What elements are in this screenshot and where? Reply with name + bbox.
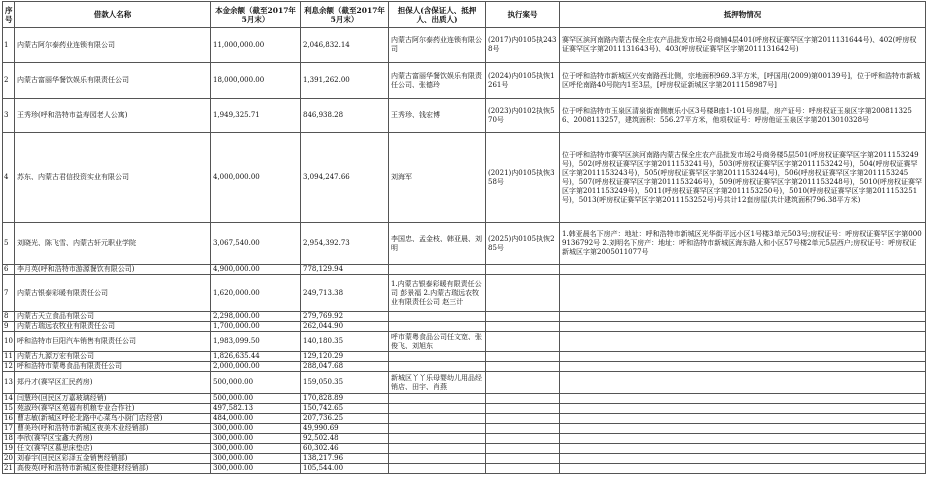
- cell-case-no: [486, 275, 560, 312]
- table-row: [3, 352, 926, 362]
- cell-name: 内蒙古九源万宏有限公司: [15, 352, 211, 362]
- cell-interest: 279,769.92: [301, 312, 389, 322]
- cell-interest: 60,302.46: [301, 444, 389, 454]
- cell-no: 1: [3, 28, 15, 63]
- cell-case-no: [486, 434, 560, 444]
- cell-name: 李欣(赛罕区宝鑫大药房): [15, 434, 211, 444]
- cell-name: 内蒙古富丽华餐饮娱乐有限责任公司: [15, 63, 211, 99]
- table-row: [3, 414, 926, 424]
- table-row: [3, 434, 926, 444]
- header-collateral: 抵押物情况: [560, 2, 926, 28]
- cell-guarantor: [389, 352, 486, 362]
- cell-case-no: (2023)内0102执恢570号: [486, 99, 560, 133]
- cell-guarantor: [389, 444, 486, 454]
- cell-name: 郑丹才(赛罕区汇民药房): [15, 372, 211, 394]
- cell-principal: 4,900,000.00: [211, 265, 301, 275]
- cell-interest: 3,094,247.66: [301, 133, 389, 223]
- table-row: [3, 312, 926, 322]
- header-guarantor: 担保人(含保证人、抵押人、出质人): [389, 2, 486, 28]
- cell-no: 20: [4, 454, 13, 462]
- cell-no: 11: [4, 352, 13, 360]
- table-row: [3, 362, 926, 372]
- cell-case-no: [486, 312, 560, 322]
- cell-case-no: (2025)内0105执恢285号: [486, 223, 560, 265]
- cell-case-no: [486, 414, 560, 424]
- cell-no: 10: [3, 332, 15, 352]
- cell-case-no: [486, 322, 560, 332]
- cell-name: 闫慧玲(回民区万嘉玻璃经销): [15, 394, 211, 404]
- cell-principal: 2,000,000.00: [211, 362, 301, 372]
- cell-principal: 300,000.00: [211, 454, 301, 464]
- cell-name: 任文(赛罕区慕思床垫店): [15, 444, 211, 454]
- cell-name: 苏东、内蒙古君信投资实业有限公司: [15, 133, 211, 223]
- table-row: [3, 275, 926, 312]
- cell-case-no: [486, 464, 560, 474]
- cell-no: 3: [3, 99, 15, 133]
- table-row: [3, 28, 926, 63]
- cell-case-no: [486, 265, 560, 275]
- cell-collateral: [560, 424, 926, 434]
- cell-case-no: [486, 404, 560, 414]
- table-row: [3, 63, 926, 99]
- cell-guarantor: 王秀珍、钱宏博: [389, 99, 486, 133]
- cell-guarantor: [389, 414, 486, 424]
- cell-guarantor: [389, 424, 486, 434]
- cell-name: 内蒙古阿尔泰药业连锁有限公司: [15, 28, 211, 63]
- cell-no: 16: [4, 414, 13, 422]
- cell-collateral: [560, 414, 926, 424]
- cell-no: 17: [4, 424, 13, 432]
- cell-principal: 300,000.00: [211, 444, 301, 454]
- cell-name: 刘晓光、陈飞雪、内蒙古轩元职业学院: [15, 223, 211, 265]
- cell-interest: 159,050.35: [301, 372, 389, 394]
- table-row: [3, 404, 926, 414]
- cell-collateral: [560, 454, 926, 464]
- cell-case-no: [486, 362, 560, 372]
- cell-principal: 1,700,000.00: [211, 322, 301, 332]
- table-row: [3, 454, 926, 464]
- cell-case-no: [486, 424, 560, 434]
- cell-name: 王秀珍(呼和浩特市益寿园老人公寓): [15, 99, 211, 133]
- cell-collateral: [560, 372, 926, 394]
- cell-principal: 1,983,099.50: [211, 332, 301, 352]
- cell-case-no: [486, 394, 560, 404]
- header-no: 序号: [3, 2, 15, 28]
- cell-no: 15: [4, 404, 13, 412]
- cell-collateral: 1.韩亚晨名下房产：地址：呼和浩特市新城区光华街平远小区1号楼3单元503号;房权证号：呼房权证赛罕区字第0009136792号 2.刘明名下房产：地址：呼和浩特市新城区海东路人和小区57号楼2单元5层西户;房权证号：呼房权证新城区字第2005011077号: [560, 223, 926, 265]
- cell-name: 李月英(呼和浩特市游源餐饮有限公司): [15, 265, 211, 275]
- cell-case-no: [486, 444, 560, 454]
- table-body: [3, 28, 926, 474]
- cell-interest: 49,990.69: [301, 424, 389, 434]
- cell-guarantor: [389, 312, 486, 322]
- cell-interest: 2,046,832.14: [301, 28, 389, 63]
- cell-guarantor: [389, 265, 486, 275]
- cell-guarantor: 1.内蒙古银泰彩暖有限责任公司 彭景福 2.内蒙古瑞远农牧业有限责任公司 赵三计: [389, 275, 486, 312]
- header-case-no: 执行案号: [486, 2, 560, 28]
- cell-name: 内蒙古天立食品有限公司: [15, 312, 211, 322]
- table-row: [3, 265, 926, 275]
- cell-interest: 262,044.90: [301, 322, 389, 332]
- cell-principal: 1,949,325.71: [211, 99, 301, 133]
- cell-collateral: [560, 275, 926, 312]
- table-row: [3, 394, 926, 404]
- cell-no: 2: [3, 63, 15, 99]
- cell-interest: 207,736.25: [301, 414, 389, 424]
- cell-name: 呼和浩特市蒙粤食品有限责任公司: [15, 362, 211, 372]
- cell-guarantor: [389, 394, 486, 404]
- cell-guarantor: [389, 434, 486, 444]
- cell-guarantor: 呼市蒙粤食品公司任文宽、张俊飞、刘旭东: [389, 332, 486, 352]
- cell-guarantor: [389, 454, 486, 464]
- cell-guarantor: [389, 322, 486, 332]
- cell-interest: 138,217.96: [301, 454, 389, 464]
- cell-case-no: (2021)内0105执恢358号: [486, 133, 560, 223]
- cell-no: 19: [4, 444, 13, 452]
- cell-collateral: [560, 312, 926, 322]
- table-row: [3, 99, 926, 133]
- cell-collateral: [560, 434, 926, 444]
- header-row: [3, 2, 926, 28]
- cell-interest: 288,047.68: [301, 362, 389, 372]
- cell-principal: 18,000,000.00: [211, 63, 301, 99]
- cell-no: 14: [4, 394, 13, 402]
- cell-name: 曹美玲(呼和浩特市新城区夜美木业经销部): [15, 424, 211, 434]
- cell-no: 21: [4, 464, 13, 472]
- cell-principal: 500,000.00: [211, 394, 301, 404]
- cell-name: 内蒙古银泰彩暖有限责任公司: [15, 275, 211, 312]
- header-name: 借款人名称: [15, 2, 211, 28]
- cell-interest: 170,828.89: [301, 394, 389, 404]
- cell-interest: 92,502.48: [301, 434, 389, 444]
- cell-no: 5: [3, 223, 15, 265]
- table-row: [3, 223, 926, 265]
- cell-interest: 140,180.35: [301, 332, 389, 352]
- cell-guarantor: 刘海军: [389, 133, 486, 223]
- header-principal: 本金余额（截至2017年5月末）: [211, 2, 301, 28]
- cell-guarantor: 内蒙古富丽华餐饮娱乐有限责任公司、张德玲: [389, 63, 486, 99]
- cell-interest: 150,742.65: [301, 404, 389, 414]
- cell-collateral: 位于呼和浩特市新城区兴安南路西北侧，宗地面积969.3平方米，[呼国用(2009)第00139号]，位于呼和浩特市新城区呼伦南路40号院内1至3层，[呼房权证新城区字第2011158987号]: [560, 63, 926, 99]
- cell-name: 刘春宇(回民区彩泽五金销售经销部): [15, 454, 211, 464]
- table-row: [3, 322, 926, 332]
- cell-interest: 129,120.29: [301, 352, 389, 362]
- cell-collateral: [560, 332, 926, 352]
- cell-case-no: [486, 454, 560, 464]
- cell-case-no: (2024)内0105执恢1261号: [486, 63, 560, 99]
- cell-principal: 300,000.00: [211, 424, 301, 434]
- cell-interest: 1,391,262.00: [301, 63, 389, 99]
- cell-principal: 484,000.00: [211, 414, 301, 424]
- cell-principal: 300,000.00: [211, 434, 301, 444]
- cell-collateral: [560, 322, 926, 332]
- cell-name: 苑淑玲(赛罕区苑福有机粮专业合作社): [15, 404, 211, 414]
- cell-no: 6: [3, 265, 15, 275]
- cell-principal: 1,620,000.00: [211, 275, 301, 312]
- cell-case-no: [486, 332, 560, 352]
- cell-name: 高俊英(呼和浩特市新城区俊佳建材经销部): [15, 464, 211, 474]
- cell-collateral: [560, 362, 926, 372]
- cell-guarantor: 内蒙古阿尔泰药业连锁有限公司: [389, 28, 486, 63]
- cell-principal: 2,298,000.00: [211, 312, 301, 322]
- cell-interest: 778,129.94: [301, 265, 389, 275]
- cell-no: 9: [3, 322, 15, 332]
- table-row: [3, 332, 926, 352]
- cell-principal: 497,582.13: [211, 404, 301, 414]
- cell-no: 13: [3, 372, 15, 394]
- cell-name: 曹志敏(新城区呼伦北路中心菜鸟小厨门店经营): [15, 414, 211, 424]
- cell-principal: 500,000.00: [211, 372, 301, 394]
- cell-no: 7: [3, 275, 15, 312]
- cell-principal: 3,067,540.00: [211, 223, 301, 265]
- cell-name: 内蒙古瑞远农牧业有限责任公司: [15, 322, 211, 332]
- table-row: [3, 133, 926, 223]
- cell-no: 4: [3, 133, 15, 223]
- cell-no: 12: [4, 362, 13, 370]
- cell-collateral: [560, 464, 926, 474]
- cell-principal: 300,000.00: [211, 464, 301, 474]
- cell-collateral: 赛罕区滨河南路内蒙古保全庄农产品批发市场2号商铺4层401(呼房权证赛罕区字第2011131644号)、402(呼房权证赛罕区字第2011131643号)、403(呼房权证赛罕区字第2011131642号): [560, 28, 926, 63]
- cell-case-no: [486, 352, 560, 362]
- cell-principal: 1,826,635.44: [211, 352, 301, 362]
- cell-guarantor: [389, 464, 486, 474]
- cell-name: 呼和浩特市巨阳汽车销售有限责任公司: [15, 332, 211, 352]
- cell-no: 8: [3, 312, 15, 322]
- loan-table: [2, 1, 926, 474]
- cell-guarantor: [389, 404, 486, 414]
- cell-collateral: [560, 352, 926, 362]
- header-interest: 利息余额（截至2017年5月末）: [301, 2, 389, 28]
- cell-collateral: [560, 265, 926, 275]
- cell-case-no: [486, 372, 560, 394]
- cell-interest: 2,954,392.73: [301, 223, 389, 265]
- cell-collateral: [560, 404, 926, 414]
- cell-principal: 4,000,000.00: [211, 133, 301, 223]
- table-row: [3, 444, 926, 454]
- cell-interest: 105,544.00: [301, 464, 389, 474]
- cell-no: 18: [4, 434, 13, 442]
- cell-collateral: 位于呼和浩特市玉泉区清泉街南侧康乐小区3号楼B座1-101号房屋，房产证号：呼房权证玉泉区字第2008113256、2008113257，建筑面积：556.27平方米，他项权证号：呼房他证玉泉区字第2013010328号: [560, 99, 926, 133]
- table-row: [3, 372, 926, 394]
- cell-collateral: [560, 394, 926, 404]
- cell-interest: 846,938.28: [301, 99, 389, 133]
- cell-case-no: (2017)内0105执2438号: [486, 28, 560, 63]
- cell-collateral: [560, 444, 926, 454]
- cell-guarantor: 李国忠、孟金枝、韩亚晨、刘明: [389, 223, 486, 265]
- cell-interest: 249,713.38: [301, 275, 389, 312]
- table-row: [3, 464, 926, 474]
- table-row: [3, 424, 926, 434]
- cell-collateral: 位于呼和浩特市赛罕区滨河南路内蒙古保全庄农产品批发市场2号商务楼5层501(呼房权证赛罕区字第2011153249号)，502(呼房权证赛罕区字第2011153241号)，503(呼房权证赛罕区字第2011153242号)，504(呼房权证赛罕区字第2011153243号)，505(呼房权证赛罕区字第2011153244号)，506(呼房权证赛罕区字第2011153245号)，507(呼房权证赛罕区字第2011153246号)，509(呼房权证赛罕区字第2011153248号)，5010(呼房权证赛罕区字第2011153249号)，5011(呼房权证赛罕区字第2011153250号)，5010(呼房权证赛罕区字第2011153251号)，5013(呼房权证赛罕区字第2011153252号)号共计12套房屋(共计建筑面积796.38平方米): [560, 133, 926, 223]
- cell-guarantor: 新城区丫丫乐母婴幼儿用品经销店、田宇、肖燕: [389, 372, 486, 394]
- cell-principal: 11,000,000.00: [211, 28, 301, 63]
- cell-guarantor: [389, 362, 486, 372]
